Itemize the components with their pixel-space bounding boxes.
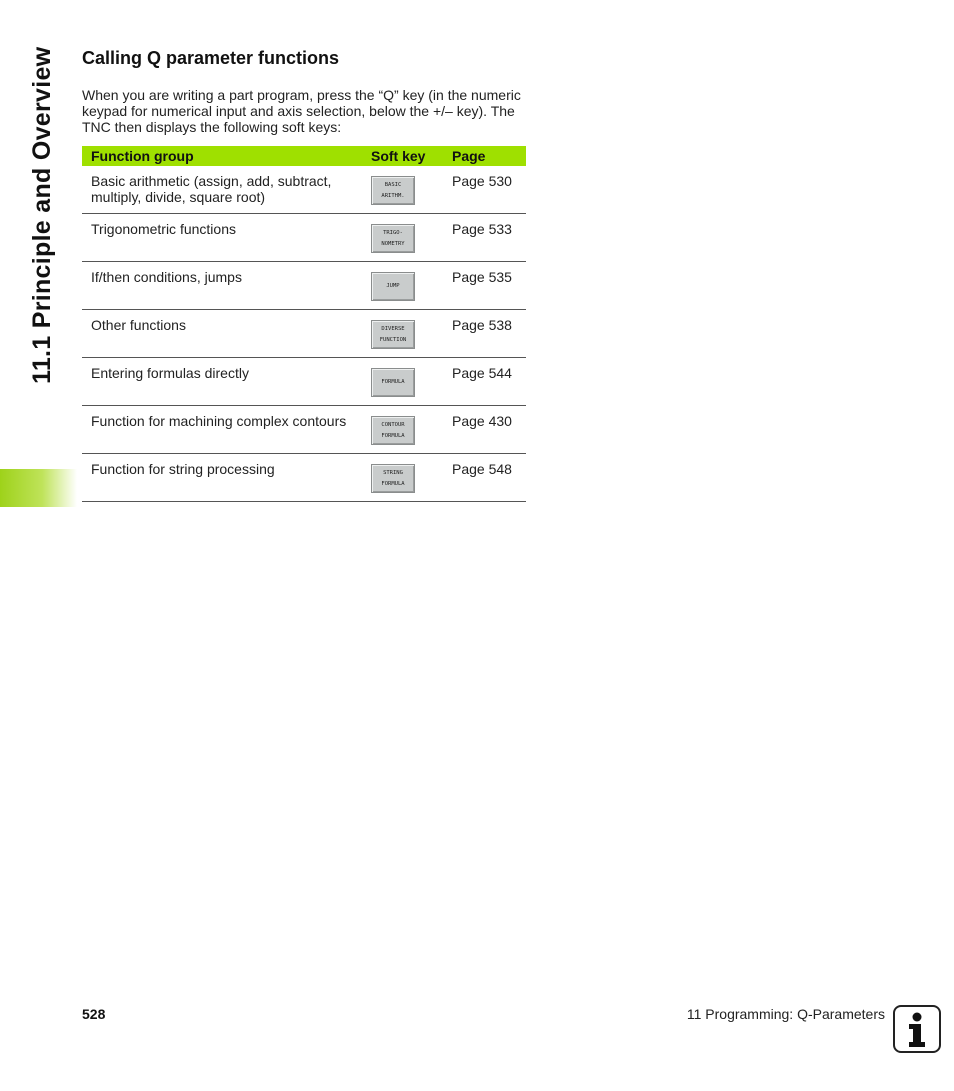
page-ref-cell: Page 544 <box>443 358 526 406</box>
softkey-image <box>371 416 415 445</box>
page-ref-cell: Page 538 <box>443 310 526 358</box>
function-group-cell: Other functions <box>82 310 362 358</box>
intro-paragraph: When you are writing a part program, press the “Q” key (in the numeric keypad for numerical input and axis selection, below the +/– key). The TNC then displays the following soft keys: <box>82 87 521 135</box>
section-heading: Calling Q parameter functions <box>82 48 340 68</box>
function-group-cell: Function for machining complex contours <box>82 406 362 454</box>
function-group-cell: Basic arithmetic (assign, add, subtract, multiply, divide, square root) <box>82 166 362 214</box>
function-group-cell: Entering formulas directly <box>82 358 362 406</box>
page-ref-cell: Page 530 <box>443 166 526 214</box>
softkey-cell <box>362 262 443 310</box>
function-group-cell: Function for string processing <box>82 454 362 502</box>
header-page: Page <box>443 146 526 166</box>
function-table <box>82 146 526 502</box>
softkey-line-1: TRIGO- <box>383 229 403 236</box>
chapter-tab-marker <box>0 469 77 507</box>
header-soft-key: Soft key <box>362 146 443 166</box>
table-row <box>82 310 526 358</box>
function-group-cell: Trigonometric functions <box>82 214 362 262</box>
table-row <box>82 406 526 454</box>
softkey-image <box>371 464 415 493</box>
softkey-image <box>371 224 415 253</box>
softkey-cell <box>362 358 443 406</box>
table-row <box>82 166 526 214</box>
softkey-line-2: FUNCTION <box>379 336 407 343</box>
softkey-image <box>371 272 415 301</box>
footer-chapter-title: 11 Programming: Q-Parameters <box>686 1006 885 1022</box>
header-function-group: Function group <box>82 146 362 166</box>
softkey-line-1: FORMULA <box>381 379 405 385</box>
softkey-line-2: FORMULA <box>381 480 405 487</box>
table-row <box>82 358 526 406</box>
page-ref-cell: Page 535 <box>443 262 526 310</box>
function-group-cell: If/then conditions, jumps <box>82 262 362 310</box>
softkey-cell <box>362 310 443 358</box>
softkey-line-2: ARITHM. <box>381 192 405 199</box>
softkey-line-1: DIVERSE <box>381 325 405 332</box>
softkey-line-1: CONTOUR <box>381 421 405 428</box>
softkey-line-2: NOMETRY <box>381 240 405 247</box>
table-row <box>82 262 526 310</box>
table-row <box>82 454 526 502</box>
softkey-cell <box>362 166 443 214</box>
softkey-cell <box>362 454 443 502</box>
softkey-cell <box>362 406 443 454</box>
page-ref-cell: Page 430 <box>443 406 526 454</box>
page-ref-cell: Page 533 <box>443 214 526 262</box>
softkey-image <box>371 176 415 205</box>
info-glyph <box>895 1007 939 1051</box>
page-ref-cell: Page 548 <box>443 454 526 502</box>
softkey-line-2: FORMULA <box>381 432 405 439</box>
softkey-image <box>371 368 415 397</box>
softkey-cell <box>362 214 443 262</box>
softkey-line-1: BASIC <box>384 181 402 188</box>
table-row <box>82 214 526 262</box>
softkey-line-1: STRING <box>383 469 403 476</box>
table-header-row <box>82 146 526 166</box>
page-number: 528 <box>82 1006 106 1022</box>
softkey-image <box>371 320 415 349</box>
softkey-line-1: JUMP <box>386 283 400 289</box>
info-icon <box>893 1005 941 1053</box>
chapter-side-title: 11.1 Principle and Overview <box>28 46 56 384</box>
